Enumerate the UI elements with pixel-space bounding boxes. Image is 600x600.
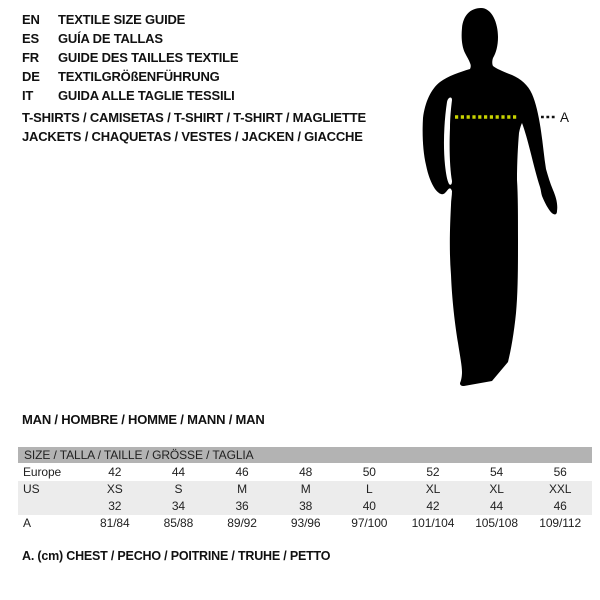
- size-value: XL: [489, 482, 504, 496]
- row-label: A: [23, 516, 31, 530]
- language-code: DE: [22, 69, 40, 84]
- language-row-it: [22, 86, 238, 105]
- size-table-header: SIZE / TALLA / TAILLE / GRÖSSE / TAGLIA: [18, 447, 592, 463]
- section-title-man: MAN / HOMBRE / HOMME / MANN / MAN: [22, 412, 265, 427]
- row-label: US: [23, 482, 40, 496]
- size-value: 40: [362, 499, 376, 513]
- language-label: TEXTILE SIZE GUIDE: [58, 12, 186, 27]
- size-value: S: [174, 482, 183, 496]
- size-value: 81/84: [100, 516, 130, 530]
- table-row-us: [18, 481, 592, 498]
- language-row-fr: [22, 48, 238, 67]
- size-value: 56: [553, 465, 567, 479]
- size-value: 101/104: [411, 516, 455, 530]
- language-code: EN: [22, 12, 40, 27]
- size-value: 52: [426, 465, 440, 479]
- measure-label-a: A: [560, 110, 570, 125]
- category-jackets: JACKETS / CHAQUETAS / VESTES / JACKEN / GIACCHE: [22, 129, 363, 144]
- size-value: 85/88: [163, 516, 194, 530]
- size-value: 42: [108, 465, 122, 479]
- size-value: 46: [553, 499, 567, 513]
- table-row-numeric: [18, 498, 592, 515]
- size-value: L: [366, 482, 373, 496]
- language-code: IT: [22, 88, 34, 103]
- size-value: 34: [171, 499, 186, 513]
- language-label: GUÍA DE TALLAS: [58, 31, 163, 46]
- size-value: 93/96: [290, 516, 321, 530]
- size-value: 44: [171, 465, 186, 479]
- table-row-chest-cm: [18, 515, 592, 532]
- size-value: 97/100: [351, 516, 388, 530]
- language-row-en: [22, 10, 238, 29]
- size-value: XS: [106, 482, 123, 496]
- size-value: 105/108: [475, 516, 518, 530]
- size-value: 54: [489, 465, 504, 479]
- size-value: 109/112: [539, 516, 582, 530]
- table-row-europe: [18, 464, 592, 481]
- size-value: 36: [235, 499, 249, 513]
- size-value: 89/92: [227, 516, 257, 530]
- row-label: [18, 498, 83, 515]
- language-code: ES: [22, 31, 39, 46]
- size-value: M: [300, 482, 311, 496]
- measurement-footnote: A. (cm) CHEST / PECHO / POITRINE / TRUHE / PETTO: [22, 549, 331, 563]
- size-value: 38: [299, 499, 313, 513]
- size-value: 46: [235, 465, 249, 479]
- size-value: 50: [362, 465, 376, 479]
- language-row-de: [22, 67, 238, 86]
- language-code: FR: [22, 50, 39, 65]
- size-value: M: [237, 482, 248, 496]
- language-label: GUIDE DES TAILLES TEXTILE: [58, 50, 239, 65]
- language-row-es: [22, 29, 238, 48]
- size-value: 44: [489, 499, 504, 513]
- garment-categories: [22, 108, 366, 146]
- man-silhouette-figure: [395, 0, 600, 400]
- man-silhouette: [423, 8, 558, 386]
- language-list: [22, 10, 238, 105]
- language-label: TEXTILGRÖßENFÜHRUNG: [58, 69, 220, 84]
- size-value: XL: [425, 482, 441, 496]
- size-value: 32: [108, 499, 122, 513]
- language-label: GUIDA ALLE TAGLIE TESSILI: [58, 88, 235, 103]
- category-tshirts: T-SHIRTS / CAMISETAS / T-SHIRT / T-SHIRT / MAGLIETTE: [22, 110, 366, 125]
- row-label: Europe: [23, 465, 62, 479]
- size-value: XXL: [548, 482, 572, 496]
- size-value: 48: [299, 465, 313, 479]
- size-table: [18, 447, 592, 532]
- size-value: 42: [426, 499, 440, 513]
